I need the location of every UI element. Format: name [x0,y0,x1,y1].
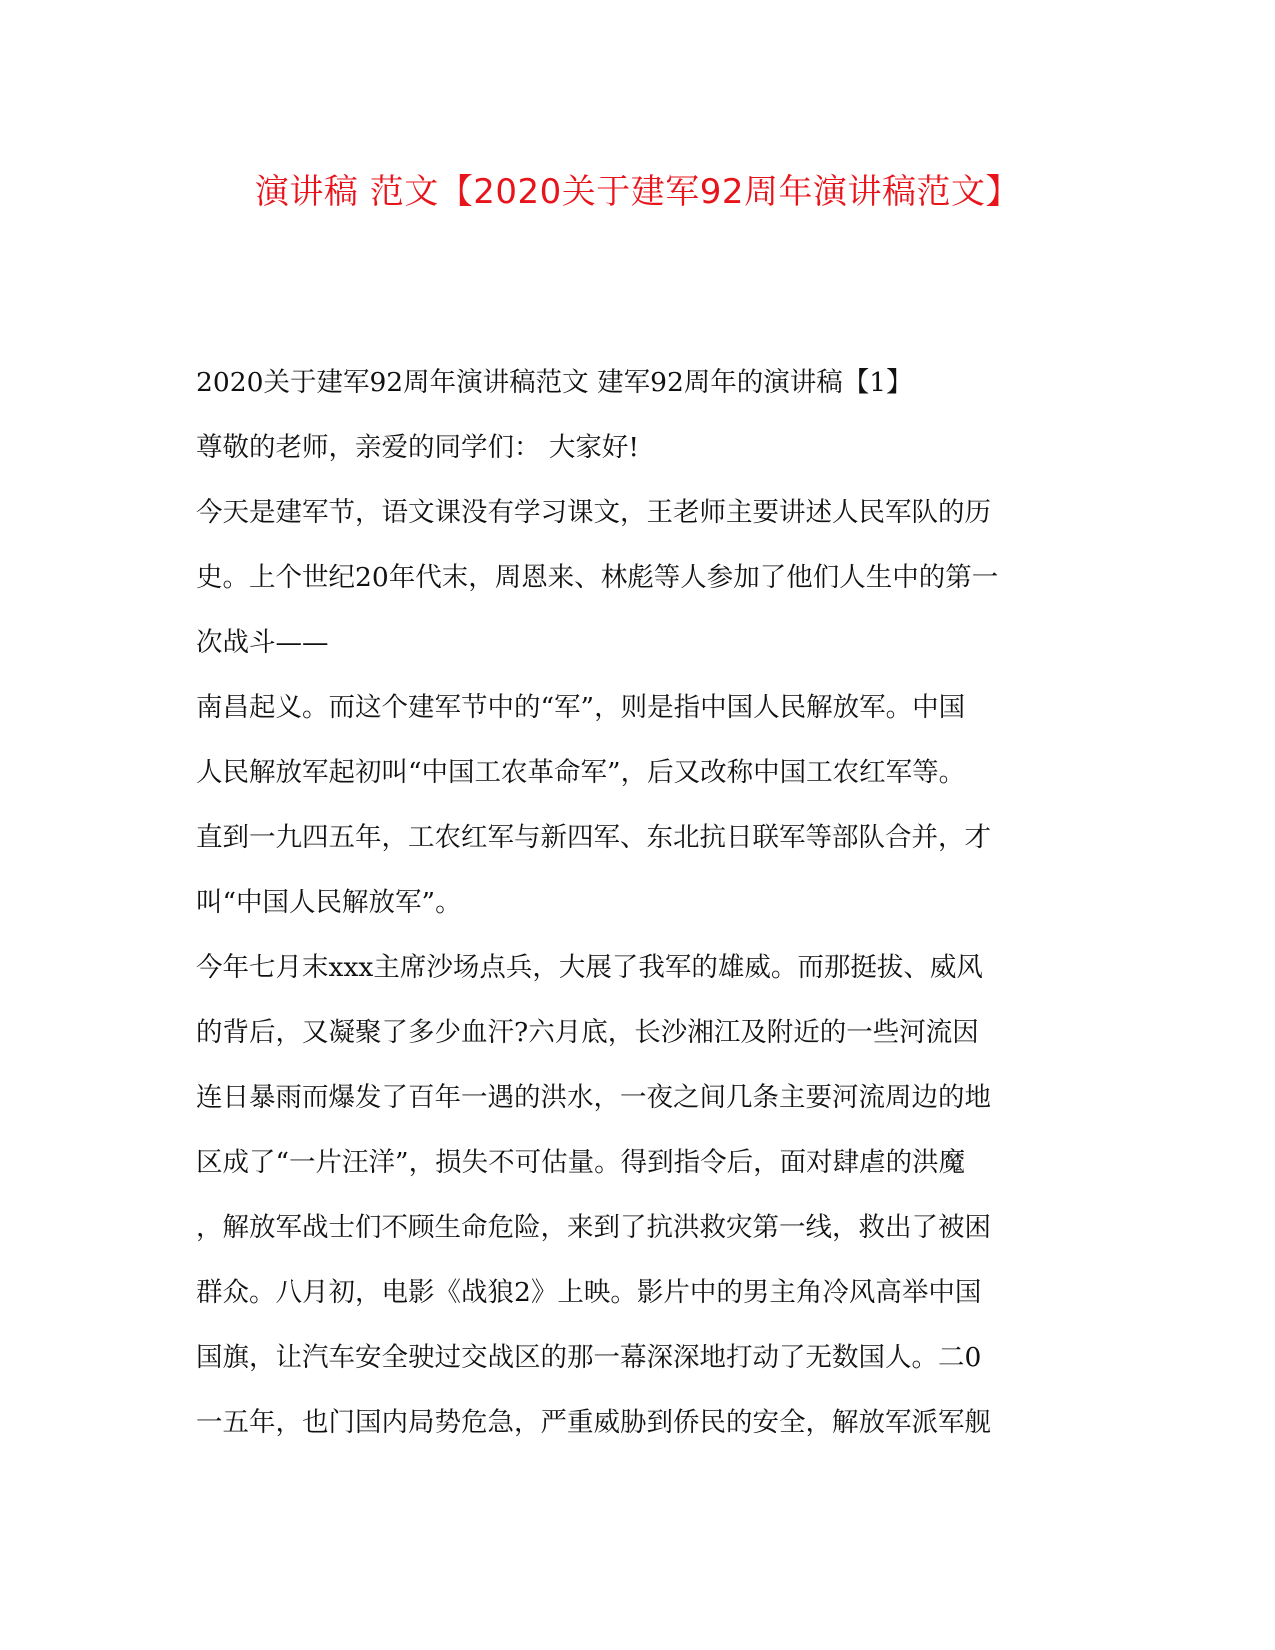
body-line: 群众。八月初，电影《战狼2》上映。影片中的男主角冷风高举中国 [196,1277,982,1308]
body-line: 今天是建军节，语文课没有学习课文，王老师主要讲述人民军队的历 [196,497,991,528]
body-line: 国旗，让汽车安全驶过交战区的那一幕深深地打动了无数国人。二0 [196,1342,982,1373]
body-line: 史。上个世纪20年代末，周恩来、林彪等人参加了他们人生中的第一 [196,562,999,593]
body-line: 南昌起义。而这个建军节中的“军”，则是指中国人民解放军。中国 [196,692,966,723]
body-line: 次战斗—— [196,627,329,658]
body-line: 尊敬的老师，亲爱的同学们： 大家好! [196,432,640,463]
document-title: 演讲稿 范文【2020关于建军92周年演讲稿范文】 [254,172,1021,212]
document-body [196,350,1086,1455]
body-line: ，解放军战士们不顾生命危险，来到了抗洪救灾第一线，救出了被困 [196,1212,991,1243]
body-line: 区成了“一片汪洋”，损失不可估量。得到指令后，面对肆虐的洪魔 [196,1147,966,1178]
body-line: 叫“中国人民解放军”。 [196,887,462,918]
body-line: 一五年，也门国内局势危急，严重威胁到侨民的安全，解放军派军舰 [196,1407,991,1438]
body-line: 连日暴雨而爆发了百年一遇的洪水，一夜之间几条主要河流周边的地 [196,1082,991,1113]
body-line: 直到一九四五年，工农红军与新四军、东北抗日联军等部队合并，才 [196,822,991,853]
body-line: 2020关于建军92周年演讲稿范文 建军92周年的演讲稿【1】 [196,367,913,398]
body-line: 今年七月末xxx主席沙场点兵，大展了我军的雄威。而那挺拔、威风 [196,952,983,983]
body-line: 的背后，又凝聚了多少血汗?六月底，长沙湘江及附近的一些河流因 [196,1017,979,1048]
body-line: 人民解放军起初叫“中国工农革命军”，后又改称中国工农红军等。 [196,757,966,788]
